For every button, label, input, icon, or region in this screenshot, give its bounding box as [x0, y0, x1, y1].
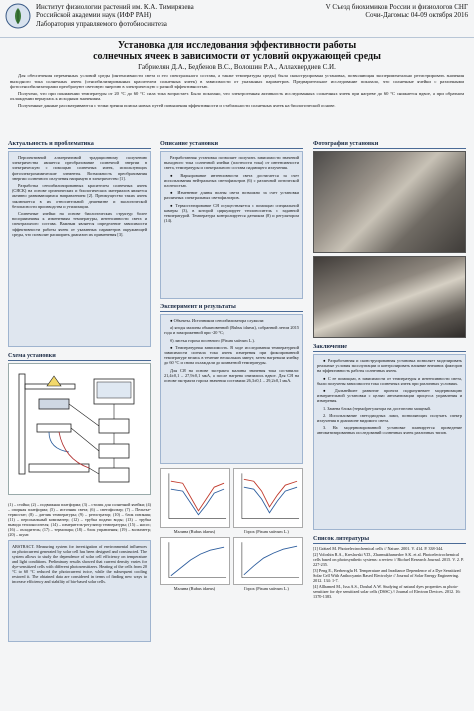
congress-info: [268, 3, 468, 20]
results-paragraph: б) листья гороха посевного (Pisum sativum L.).: [170, 337, 255, 343]
intro-paragraph: Полученные данные рассматриваются с точки зрения поиска новых путей повышения эффективности и стабильности солнечных ячеек на биологической основе.: [18, 102, 336, 108]
section-title-relevance: Актуальность и проблематика: [8, 140, 151, 149]
graph-raspberry-light: [160, 537, 230, 585]
section-title-conclusion: Заключение: [313, 343, 466, 352]
conclusion-paragraph: 3. На модернизированной установке планируется проведение автоматизированных исследований солнечных ячеек различных типов.: [317, 425, 462, 436]
poster-header: [0, 0, 474, 38]
setup-photo-image: [314, 152, 465, 252]
relevance-paragraph: Перспективной альтернативой традиционному получению электричества является преобразование солнечной энергии в электрическую с помощью солнечных ячеек, использующих фотоэлектрохимические элементы. Возможность преобразования энергии солнечного излучения напрямую в электричество [1].: [12, 155, 147, 181]
setup-photo-2: [313, 256, 466, 338]
poster-title: [30, 40, 444, 62]
reference-item: [2] Voloshin R.A., Kreslavski V.D., Zharmukhamedov S.K. et al. Photoelectrochemical cells based on photosynthetic systems: a review // Biofuel Research Journal. 2015. V. 2. P. 227-235.: [313, 552, 464, 567]
institute-logo-icon: [5, 3, 31, 29]
conclusion-paragraph: ● Дальнейшее развитие проекта подразумевает модернизацию измерительной установки с целью автоматизации процесса управления и измерения.: [317, 388, 462, 404]
institute-line: Институт физиологии растений им. К.А. Тимирязева: [36, 3, 194, 11]
graph-caption: Малина (Rubus idaeus): [173, 586, 216, 591]
section-title-photo: Фотография установки: [313, 140, 466, 149]
section-title-results: Эксперимент и результаты: [160, 303, 303, 312]
graph-pea-light: [233, 537, 303, 585]
conclusion-paragraph: ● С ее помощью, в зависимости от температуры и интенсивности света, были получены зависимости тока солнечных ячеек при различных условиях.: [317, 375, 462, 386]
section-title-references: Список литературы: [313, 535, 466, 544]
reference-item: [1] Grätzel M. Photoelectrochemical cells // Nature. 2001. V. 414. P. 338-344.: [313, 546, 444, 551]
institute-line: Российской академии наук (ИФР РАН): [36, 11, 152, 20]
column-left: [8, 140, 151, 642]
section-title-scheme: Схема установки: [8, 352, 151, 361]
column-right: [313, 140, 466, 600]
description-paragraph: Разработанная установка позволяет получить зависимости значений выходного тока солнечной ячейки (плотности тока) от интенсивности света, температуры и спектрального состава падающего излучения.: [164, 155, 299, 171]
graph-pea-temperature: [233, 468, 303, 528]
results-paragraph: а) ягоды малины обыкновенной (Rubus idaeus), собранной летом 2015 года и замороженной при -20 °С;: [164, 325, 299, 336]
results-paragraph: ● Объекты. Источником сенсибилизатора служили:: [170, 318, 265, 323]
title-line: Установка для исследования эффективности работы: [117, 40, 357, 51]
section-title-description: Описание установки: [160, 140, 303, 149]
references-list: [313, 546, 466, 599]
reference-item: [4] Allhamed M., Issa A.S., Doubal A.W. Studying of natural dyes properties as photo-sensitizer for dye sensitized solar cells (DSSC) // Journal of Electron Devices. 2012. 16: 1370-1383.: [313, 584, 461, 599]
relevance-box: [8, 151, 151, 347]
results-box: [160, 314, 303, 464]
congress-line: Сочи-Дагомыс 04-09 октября 2016: [365, 11, 468, 20]
title-line: солнечных ячеек в зависимости от условий окружающей среды: [93, 51, 381, 62]
reference-item: [3] Peng E., Berberoglu H. Temperature and Irradiance Dependence of a Dye Sensitized Solar Cell With Anthocyanin Based Electrolyte // Journal of Solar Energy Engineering. 2012. 134: 1-7.: [313, 568, 461, 583]
graph-caption: Горох (Pisum sativum L.): [244, 586, 289, 591]
setup-scheme-diagram: [8, 363, 151, 495]
light-graph-captions: [160, 585, 303, 593]
graph-caption: Горох (Pisum sativum L.): [244, 529, 289, 534]
abstract-box: [8, 540, 151, 642]
setup-photo-2-image: [314, 257, 465, 337]
conclusion-paragraph: 1. Замена блока (термо)регулятора на достаточно мощный.: [323, 405, 431, 411]
institute-info: [36, 3, 266, 28]
results-paragraph: ● Температурная зависимость. В ходе исследования температурной зависимости сигнала тока ячеек измерения при фиксированной температуре велись в течение нескольких минут, затем нагревали ячейку до 60 °С и снова охлаждали до комнатной температуры.: [164, 344, 299, 366]
congress-line: V Съезд биохимиков России и физиологов СНГ: [325, 3, 468, 11]
authors: Габриелян Д.А., Бедбенов В.С., Волошин Р.А., Аллахвердиев С.И.: [138, 63, 336, 71]
graph-caption: Малина (Rubus idaeus): [173, 529, 216, 534]
description-paragraph: ● Изменение длины волны света возможно за счет установки различных спектральных светофильтров.: [164, 190, 299, 201]
scheme-legend: (1) – стойка; (2) – подвижная платформа; (3) – столик для солнечной ячейки; (4) – опорная платформа; (5) – источник света; (6) – светофильтр; (7) – Пельтье-термостат; (8) – датчик температуры; (9) – регистратор; (10) – блок питания; (11) – персональный компьютер; (12) – трубка подачи воды; (13) – трубка вывода теплоносителя; (14) – измеритель-регулятор температуры; (15) – насос; (16) – охладитель; (17) – термопара; (18) – блок управления; (19) – вольтметр; (20) – шунт.: [8, 502, 151, 537]
intro-paragraph: Получено, что при понижении температуры от 20 °С до 60 °С сила тока возрастает. Было показано, что электрогенная активность исследованных солнечных ячеек при нагреве до 60 °С снижается вдвое, а при обратном охлаждении вернулась к исходным значениям.: [10, 90, 464, 101]
relevance-paragraph: Разработка сенсибилизированных красителем солнечных ячеек (СЯСК) на основе органических и биологических материалов является активно развивающимся направлением [2]. Преимущество таких ячеек заключается в их относительной дешевизне и экологической безопасности производства и утилизации.: [12, 183, 147, 209]
description-box: [160, 151, 303, 299]
institute-line: Лаборатория управляемого фотобиосинтеза: [36, 19, 167, 28]
temperature-graphs: [160, 468, 303, 528]
intro-paragraph: Для обеспечения переменных условий среды (интенсивности света и его спектрального состава, а также температуры среды) была сконструирована установка, позволяющая экспериментально регистрировать значения выходного тока солнечных ячеек (сенсибилизированных красителем солнечных ячеек) в зависимости от указанных параметров. Предварительное исследование показало, что солнечные ячейки с различными фотосенсибилизаторами преобразуют световую энергию в электрическую с разной эффективностью.: [10, 73, 464, 89]
conclusion-paragraph: ● Разработанная и сконструированная установка позволяет моделировать реальные условия эксплуатации и контролировать влияние внешних факторов на эффективность работы солнечных ячеек.: [317, 358, 462, 374]
column-middle: [160, 140, 303, 593]
results-paragraph: Для СЯ на основе экстракта малины значения тока составили: 21,4±0,1 – 27,9±0,1 мкА, а после нагрева снизились вдвое. Для СЯ на основе экстракта гороха значения составили 26,3±0,1 – 29,2±0,1 мкА.: [164, 367, 299, 384]
description-paragraph: ● Варьирование интенсивности света достигается за счет использования нейтральных светофильтров (6) с различной оптической плотностью.: [164, 172, 299, 189]
description-paragraph: ● Термостатирование СЯ осуществляется с помощью специальной камеры (3), в которой циркулирует теплоноситель с заданной температурой. Температура контролируется датчиком (8) и регулятором (14).: [164, 202, 299, 224]
relevance-paragraph: Солнечные ячейки на основе биологических структур более восприимчивы к изменениям температуры, интенсивности света и спектрального состава. Важным является определение зависимости эффективности работы ячеек от указанных параметров окружающей среды, что позволит расширить диапазон их применения [3].: [12, 211, 147, 237]
conclusion-paragraph: 2. Использование светодиодных ламп, позволяющих получать спектр излучения в диапазоне видимого света.: [317, 412, 462, 424]
temperature-graph-captions: [160, 528, 303, 536]
intro-text: [10, 73, 464, 109]
abstract-text: ABSTRACT. Measuring system for investigation of environmental influences on photocurrent generated by solar cell has been designed and constructed. The system allows to study the dependence of solar cell efficiency on temperature and light conditions. Preliminary results showed that current density varies for dye-sensitized cells with different photosensitizers. Heating of the cells from 20 °C to 60 °C reduced the photocurrent twice, while the subsequent cooling restored it. The obtained data are considered in terms of finding new ways to increase efficiency and stability of bio-based solar cells.: [12, 544, 147, 584]
conclusion-box: [313, 354, 466, 530]
setup-photo: [313, 151, 466, 253]
graph-raspberry-temperature: [160, 468, 230, 528]
light-graphs: [160, 537, 303, 585]
